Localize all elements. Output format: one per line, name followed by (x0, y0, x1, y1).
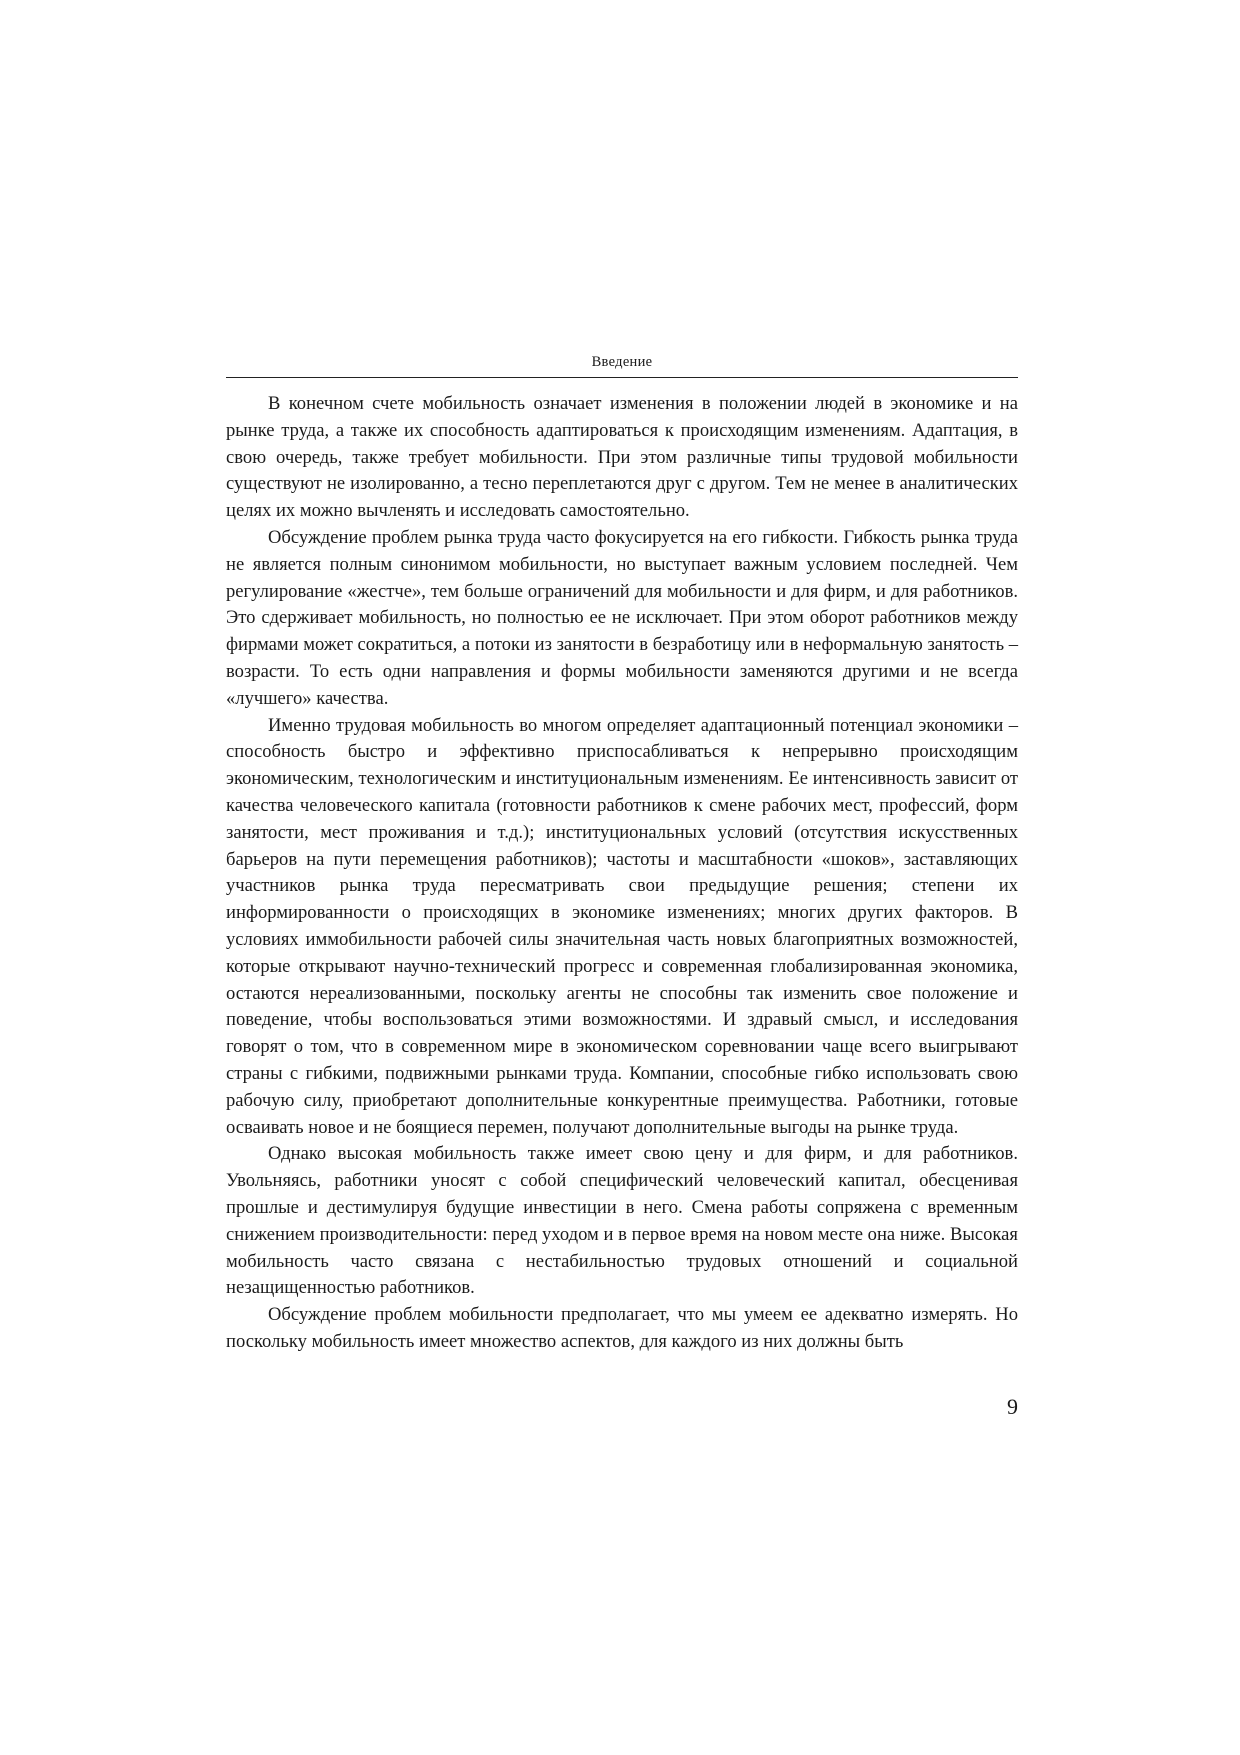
paragraph-1: В конечном счете мобильность означает изменения в положении людей в экономике и на рынке труда, а также их способность адаптироваться к происходящим изменениям. Адаптация, в свою очередь, также требует мобильности. При этом различные типы трудовой мобильности существуют не изолированно, а тесно переплетаются друг с другом. Тем не менее в аналитических целях их можно вычленять и исследовать самостоятельно. (226, 393, 1018, 522)
body-text (226, 391, 1018, 1356)
paragraph-2: Обсуждение проблем рынка труда часто фокусируется на его гибкости. Гибкость рынка труда не является полным синонимом мобильности, но выступает важным условием последней. Чем регулирование «жестче», тем больше ограничений для мобильности и для фирм, и для работников. Это сдерживает мобильность, но полностью ее не исключает. При этом оборот работников между фирмами может сократиться, а потоки из занятости в безработицу или в неформальную занятость – возрасти. То есть одни направления и формы мобильности заменяются другими и не всегда «лучшего» качества. (226, 526, 1019, 709)
header-rule (226, 377, 1018, 378)
running-head: Введение (591, 354, 653, 370)
page-number: 9 (1007, 1394, 1018, 1419)
paragraph-5: Обсуждение проблем мобильности предполагает, что мы умеем ее адекватно измерять. Но поскольку мобильность имеет множество аспектов, для каждого из них должны быть (226, 1304, 1018, 1352)
paragraph-3: Именно трудовая мобильность во многом определяет адаптационный потенциал экономики – способность быстро и эффективно приспосабливаться к непрерывно происходящим экономическим, технологическим и институциональным изменениям. Ее интенсивность зависит от качества человеческого капитала (готовности работников к смене рабочих мест, профессий, форм занятости, мест проживания и т.д.); институциональных условий (отсутствия искусственных барьеров на пути перемещения работников); частоты и масштабности «шоков», заставляющих участников рынка труда пересматривать свои предыдущие решения; степени их информированности о происходящих в экономике изменениях; многих других факторов. В условиях иммобильности рабочей силы значительная часть новых благоприятных возможностей, которые открывают научно-технический прогресс и современная глобализированная экономика, остаются нереализованными, поскольку агенты не способны так изменить свое положение и поведение, чтобы воспользоваться этими возможностями. И здравый смысл, и исследования говорят о том, что в современном мире в экономическом соревновании чаще всего выигрывают страны с гибкими, подвижными рынками труда. Компании, способные гибко использовать свою рабочую силу, приобретают дополнительные конкурентные преимущества. Работники, готовые осваивать новое и не боящиеся перемен, получают дополнительные выгоды на рынке труда. (226, 714, 1018, 1138)
paragraph-4: Однако высокая мобильность также имеет свою цену и для фирм, и для работников. Увольняясь, работники уносят с собой специфический человеческий капитал, обесценивая прошлые и дестимулируя будущие инвестиции в него. Смена работы сопряжена с временным снижением производительности: перед уходом и в первое время на новом месте она ниже. Высокая мобильность часто связана с нестабильностью трудовых отношений и социальной незащищенностью работников. (226, 1143, 1018, 1299)
